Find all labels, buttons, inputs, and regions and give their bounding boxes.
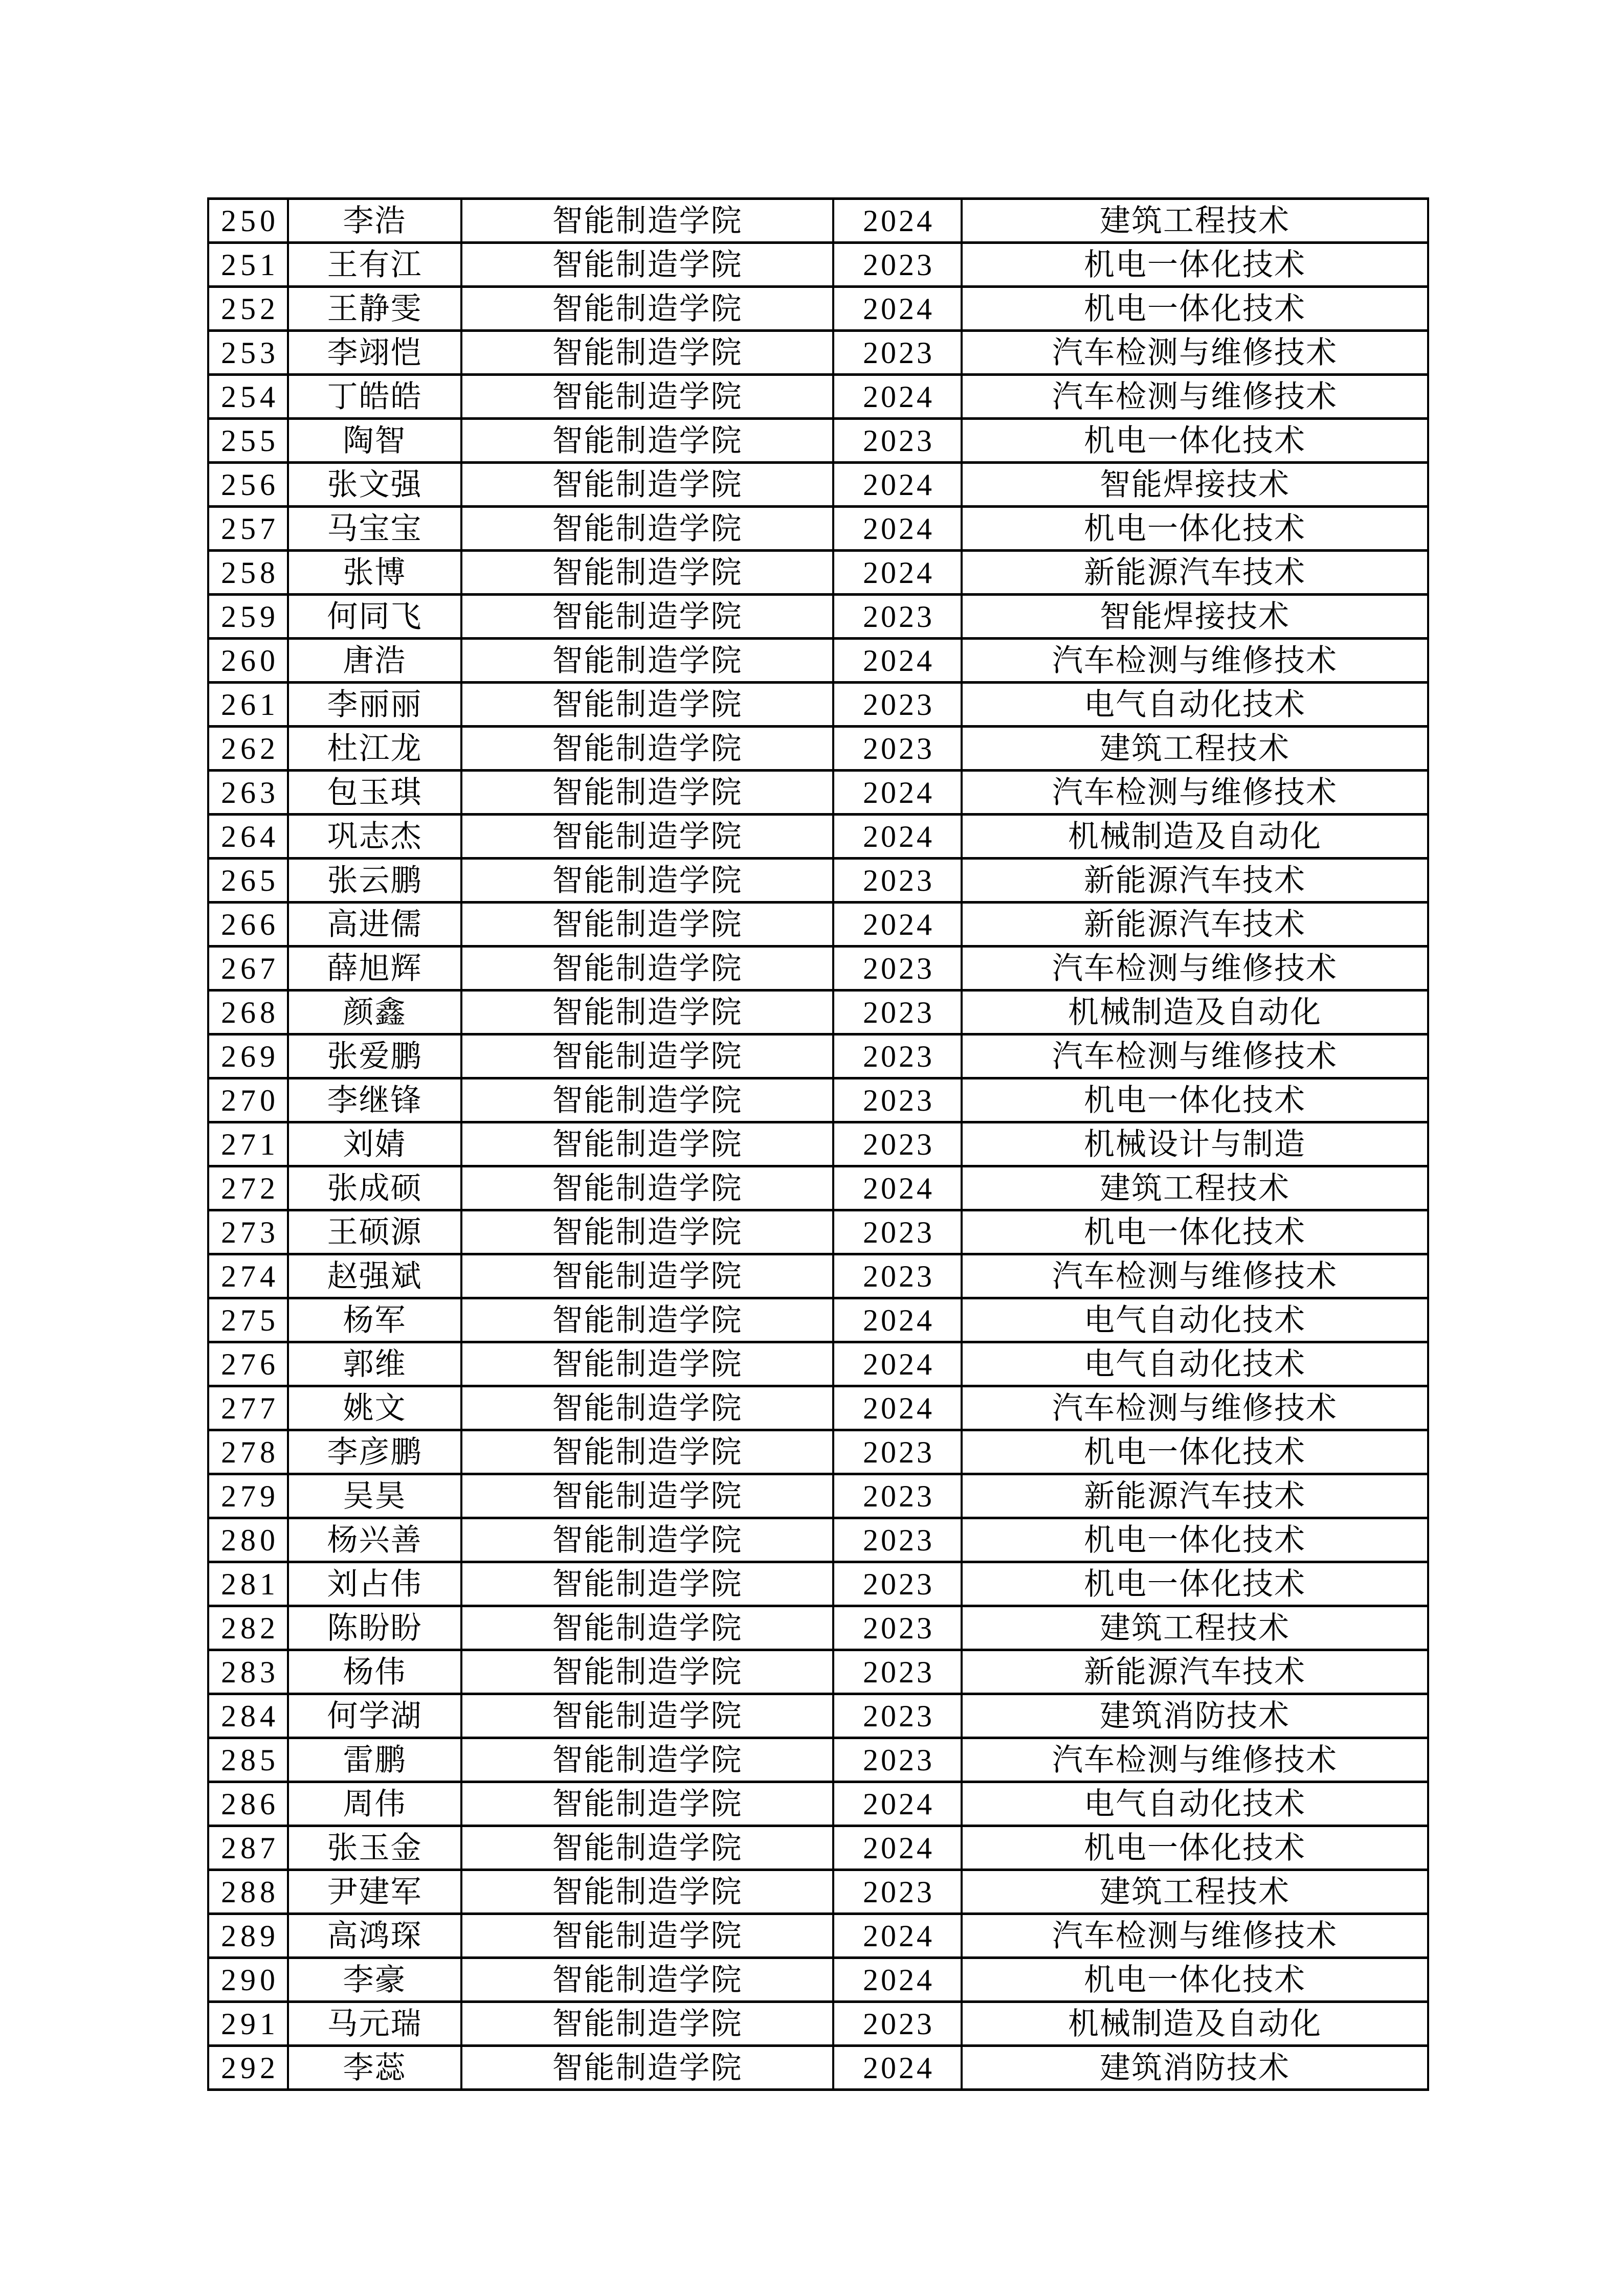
table-row (208, 243, 1428, 287)
student-name-cell: 陈盼盼 (288, 1606, 461, 1650)
college-cell: 智能制造学院 (461, 463, 833, 507)
row-number-cell: 285 (208, 1738, 288, 1782)
college-cell: 智能制造学院 (461, 727, 833, 771)
enrollment-year-cell: 2024 (833, 1386, 962, 1430)
student-name-cell: 王有江 (288, 243, 461, 287)
enrollment-year-cell: 2023 (833, 1606, 962, 1650)
table-row (208, 419, 1428, 463)
table-row (208, 1826, 1428, 1870)
enrollment-year-cell: 2024 (833, 287, 962, 331)
enrollment-year-cell: 2024 (833, 375, 962, 419)
major-cell: 汽车检测与维修技术 (962, 1034, 1428, 1078)
college-cell: 智能制造学院 (461, 199, 833, 243)
student-name-cell: 包玉琪 (288, 771, 461, 815)
enrollment-year-cell: 2023 (833, 1518, 962, 1562)
student-name-cell: 颜鑫 (288, 991, 461, 1034)
student-name-cell: 张博 (288, 551, 461, 595)
table-row (208, 859, 1428, 903)
row-number-cell: 283 (208, 1650, 288, 1694)
enrollment-year-cell: 2024 (833, 1166, 962, 1210)
major-cell: 建筑消防技术 (962, 1694, 1428, 1738)
college-cell: 智能制造学院 (461, 1914, 833, 1958)
row-number-cell: 282 (208, 1606, 288, 1650)
table-row (208, 1694, 1428, 1738)
row-number-cell: 291 (208, 2002, 288, 2046)
student-name-cell: 尹建军 (288, 1870, 461, 1914)
table-row (208, 639, 1428, 683)
enrollment-year-cell: 2024 (833, 903, 962, 947)
major-cell: 建筑工程技术 (962, 1606, 1428, 1650)
enrollment-year-cell: 2023 (833, 1430, 962, 1474)
college-cell: 智能制造学院 (461, 1386, 833, 1430)
enrollment-year-cell: 2023 (833, 419, 962, 463)
enrollment-year-cell: 2024 (833, 815, 962, 859)
row-number-cell: 267 (208, 947, 288, 991)
student-roster-body (208, 199, 1428, 2090)
table-row (208, 2046, 1428, 2090)
major-cell: 机电一体化技术 (962, 243, 1428, 287)
major-cell: 新能源汽车技术 (962, 1650, 1428, 1694)
row-number-cell: 264 (208, 815, 288, 859)
major-cell: 建筑工程技术 (962, 727, 1428, 771)
major-cell: 汽车检测与维修技术 (962, 1254, 1428, 1298)
enrollment-year-cell: 2023 (833, 1694, 962, 1738)
row-number-cell: 287 (208, 1826, 288, 1870)
row-number-cell: 256 (208, 463, 288, 507)
table-row (208, 1034, 1428, 1078)
student-name-cell: 杨兴善 (288, 1518, 461, 1562)
college-cell: 智能制造学院 (461, 2002, 833, 2046)
college-cell: 智能制造学院 (461, 507, 833, 551)
student-name-cell: 李丽丽 (288, 683, 461, 727)
row-number-cell: 257 (208, 507, 288, 551)
row-number-cell: 255 (208, 419, 288, 463)
major-cell: 机电一体化技术 (962, 1210, 1428, 1254)
major-cell: 建筑工程技术 (962, 199, 1428, 243)
college-cell: 智能制造学院 (461, 1518, 833, 1562)
student-name-cell: 陶智 (288, 419, 461, 463)
major-cell: 机电一体化技术 (962, 1078, 1428, 1122)
college-cell: 智能制造学院 (461, 595, 833, 639)
major-cell: 机械制造及自动化 (962, 815, 1428, 859)
row-number-cell: 262 (208, 727, 288, 771)
college-cell: 智能制造学院 (461, 1474, 833, 1518)
table-row (208, 815, 1428, 859)
table-row (208, 2002, 1428, 2046)
table-row (208, 1298, 1428, 1342)
row-number-cell: 251 (208, 243, 288, 287)
table-row (208, 771, 1428, 815)
college-cell: 智能制造学院 (461, 903, 833, 947)
major-cell: 汽车检测与维修技术 (962, 639, 1428, 683)
college-cell: 智能制造学院 (461, 1870, 833, 1914)
row-number-cell: 259 (208, 595, 288, 639)
table-row (208, 727, 1428, 771)
major-cell: 汽车检测与维修技术 (962, 771, 1428, 815)
student-name-cell: 李豪 (288, 1958, 461, 2002)
major-cell: 机电一体化技术 (962, 1430, 1428, 1474)
table-row (208, 1474, 1428, 1518)
major-cell: 建筑工程技术 (962, 1870, 1428, 1914)
enrollment-year-cell: 2024 (833, 639, 962, 683)
student-name-cell: 周伟 (288, 1782, 461, 1826)
major-cell: 新能源汽车技术 (962, 859, 1428, 903)
enrollment-year-cell: 2024 (833, 1782, 962, 1826)
enrollment-year-cell: 2023 (833, 683, 962, 727)
table-row (208, 1782, 1428, 1826)
student-name-cell: 杨伟 (288, 1650, 461, 1694)
enrollment-year-cell: 2024 (833, 1826, 962, 1870)
college-cell: 智能制造学院 (461, 1782, 833, 1826)
major-cell: 建筑工程技术 (962, 1166, 1428, 1210)
college-cell: 智能制造学院 (461, 1078, 833, 1122)
row-number-cell: 268 (208, 991, 288, 1034)
major-cell: 汽车检测与维修技术 (962, 1386, 1428, 1430)
student-name-cell: 郭维 (288, 1342, 461, 1386)
college-cell: 智能制造学院 (461, 947, 833, 991)
table-row (208, 595, 1428, 639)
student-name-cell: 薛旭辉 (288, 947, 461, 991)
table-row (208, 1958, 1428, 2002)
major-cell: 新能源汽车技术 (962, 1474, 1428, 1518)
college-cell: 智能制造学院 (461, 243, 833, 287)
major-cell: 机电一体化技术 (962, 1518, 1428, 1562)
row-number-cell: 280 (208, 1518, 288, 1562)
major-cell: 电气自动化技术 (962, 1782, 1428, 1826)
college-cell: 智能制造学院 (461, 551, 833, 595)
enrollment-year-cell: 2023 (833, 859, 962, 903)
table-row (208, 991, 1428, 1034)
enrollment-year-cell: 2024 (833, 1914, 962, 1958)
student-name-cell: 赵强斌 (288, 1254, 461, 1298)
enrollment-year-cell: 2023 (833, 1254, 962, 1298)
student-name-cell: 王静雯 (288, 287, 461, 331)
row-number-cell: 278 (208, 1430, 288, 1474)
major-cell: 智能焊接技术 (962, 463, 1428, 507)
enrollment-year-cell: 2023 (833, 1562, 962, 1606)
major-cell: 智能焊接技术 (962, 595, 1428, 639)
major-cell: 新能源汽车技术 (962, 903, 1428, 947)
table-row (208, 1562, 1428, 1606)
college-cell: 智能制造学院 (461, 1166, 833, 1210)
student-name-cell: 姚文 (288, 1386, 461, 1430)
enrollment-year-cell: 2024 (833, 507, 962, 551)
college-cell: 智能制造学院 (461, 1650, 833, 1694)
student-name-cell: 何学湖 (288, 1694, 461, 1738)
row-number-cell: 263 (208, 771, 288, 815)
table-row (208, 1078, 1428, 1122)
student-name-cell: 吴昊 (288, 1474, 461, 1518)
table-row (208, 507, 1428, 551)
row-number-cell: 270 (208, 1078, 288, 1122)
row-number-cell: 276 (208, 1342, 288, 1386)
table-row (208, 287, 1428, 331)
table-row (208, 1386, 1428, 1430)
student-name-cell: 唐浩 (288, 639, 461, 683)
table-row (208, 903, 1428, 947)
row-number-cell: 271 (208, 1122, 288, 1166)
student-name-cell: 马元瑞 (288, 2002, 461, 2046)
major-cell: 汽车检测与维修技术 (962, 1914, 1428, 1958)
student-name-cell: 张成硕 (288, 1166, 461, 1210)
row-number-cell: 258 (208, 551, 288, 595)
major-cell: 机械制造及自动化 (962, 2002, 1428, 2046)
enrollment-year-cell: 2024 (833, 199, 962, 243)
row-number-cell: 281 (208, 1562, 288, 1606)
enrollment-year-cell: 2023 (833, 1650, 962, 1694)
table-row (208, 1650, 1428, 1694)
row-number-cell: 274 (208, 1254, 288, 1298)
row-number-cell: 292 (208, 2046, 288, 2090)
student-name-cell: 杜江龙 (288, 727, 461, 771)
major-cell: 电气自动化技术 (962, 683, 1428, 727)
row-number-cell: 265 (208, 859, 288, 903)
enrollment-year-cell: 2024 (833, 463, 962, 507)
major-cell: 汽车检测与维修技术 (962, 331, 1428, 375)
major-cell: 建筑消防技术 (962, 2046, 1428, 2090)
row-number-cell: 273 (208, 1210, 288, 1254)
enrollment-year-cell: 2023 (833, 727, 962, 771)
table-row (208, 947, 1428, 991)
major-cell: 机电一体化技术 (962, 287, 1428, 331)
major-cell: 电气自动化技术 (962, 1342, 1428, 1386)
student-name-cell: 刘占伟 (288, 1562, 461, 1606)
table-row (208, 1518, 1428, 1562)
enrollment-year-cell: 2024 (833, 771, 962, 815)
student-name-cell: 杨军 (288, 1298, 461, 1342)
college-cell: 智能制造学院 (461, 815, 833, 859)
college-cell: 智能制造学院 (461, 287, 833, 331)
table-row (208, 1606, 1428, 1650)
enrollment-year-cell: 2023 (833, 1210, 962, 1254)
row-number-cell: 272 (208, 1166, 288, 1210)
row-number-cell: 275 (208, 1298, 288, 1342)
college-cell: 智能制造学院 (461, 1254, 833, 1298)
enrollment-year-cell: 2024 (833, 551, 962, 595)
student-name-cell: 张玉金 (288, 1826, 461, 1870)
table-row (208, 1870, 1428, 1914)
college-cell: 智能制造学院 (461, 1298, 833, 1342)
row-number-cell: 289 (208, 1914, 288, 1958)
major-cell: 机械设计与制造 (962, 1122, 1428, 1166)
enrollment-year-cell: 2024 (833, 2046, 962, 2090)
student-name-cell: 刘婧 (288, 1122, 461, 1166)
row-number-cell: 266 (208, 903, 288, 947)
row-number-cell: 284 (208, 1694, 288, 1738)
enrollment-year-cell: 2023 (833, 1122, 962, 1166)
table-row (208, 1254, 1428, 1298)
enrollment-year-cell: 2023 (833, 947, 962, 991)
college-cell: 智能制造学院 (461, 1694, 833, 1738)
student-roster-table (207, 197, 1429, 2091)
table-row (208, 199, 1428, 243)
row-number-cell: 288 (208, 1870, 288, 1914)
enrollment-year-cell: 2023 (833, 2002, 962, 2046)
row-number-cell: 261 (208, 683, 288, 727)
college-cell: 智能制造学院 (461, 639, 833, 683)
enrollment-year-cell: 2023 (833, 1738, 962, 1782)
enrollment-year-cell: 2023 (833, 1474, 962, 1518)
student-name-cell: 李浩 (288, 199, 461, 243)
enrollment-year-cell: 2023 (833, 1078, 962, 1122)
college-cell: 智能制造学院 (461, 1122, 833, 1166)
student-name-cell: 李翊恺 (288, 331, 461, 375)
table-row (208, 463, 1428, 507)
table-row (208, 1914, 1428, 1958)
enrollment-year-cell: 2023 (833, 1870, 962, 1914)
row-number-cell: 279 (208, 1474, 288, 1518)
table-row (208, 551, 1428, 595)
enrollment-year-cell: 2023 (833, 1034, 962, 1078)
college-cell: 智能制造学院 (461, 1738, 833, 1782)
row-number-cell: 252 (208, 287, 288, 331)
enrollment-year-cell: 2023 (833, 991, 962, 1034)
college-cell: 智能制造学院 (461, 859, 833, 903)
major-cell: 新能源汽车技术 (962, 551, 1428, 595)
student-name-cell: 李彦鹏 (288, 1430, 461, 1474)
college-cell: 智能制造学院 (461, 1562, 833, 1606)
major-cell: 汽车检测与维修技术 (962, 375, 1428, 419)
student-name-cell: 何同飞 (288, 595, 461, 639)
student-name-cell: 王硕源 (288, 1210, 461, 1254)
table-row (208, 1122, 1428, 1166)
student-name-cell: 雷鹏 (288, 1738, 461, 1782)
major-cell: 机电一体化技术 (962, 507, 1428, 551)
student-name-cell: 丁皓皓 (288, 375, 461, 419)
major-cell: 机电一体化技术 (962, 1826, 1428, 1870)
enrollment-year-cell: 2024 (833, 1342, 962, 1386)
row-number-cell: 290 (208, 1958, 288, 2002)
table-row (208, 683, 1428, 727)
college-cell: 智能制造学院 (461, 1606, 833, 1650)
college-cell: 智能制造学院 (461, 1210, 833, 1254)
college-cell: 智能制造学院 (461, 331, 833, 375)
row-number-cell: 286 (208, 1782, 288, 1826)
college-cell: 智能制造学院 (461, 1034, 833, 1078)
major-cell: 机电一体化技术 (962, 1958, 1428, 2002)
college-cell: 智能制造学院 (461, 991, 833, 1034)
enrollment-year-cell: 2024 (833, 1298, 962, 1342)
row-number-cell: 250 (208, 199, 288, 243)
major-cell: 汽车检测与维修技术 (962, 1738, 1428, 1782)
major-cell: 机电一体化技术 (962, 1562, 1428, 1606)
college-cell: 智能制造学院 (461, 1958, 833, 2002)
major-cell: 电气自动化技术 (962, 1298, 1428, 1342)
student-name-cell: 张云鹏 (288, 859, 461, 903)
table-row (208, 375, 1428, 419)
enrollment-year-cell: 2024 (833, 1958, 962, 2002)
row-number-cell: 253 (208, 331, 288, 375)
college-cell: 智能制造学院 (461, 375, 833, 419)
student-name-cell: 张文强 (288, 463, 461, 507)
table-row (208, 1342, 1428, 1386)
college-cell: 智能制造学院 (461, 1342, 833, 1386)
student-name-cell: 高鸿琛 (288, 1914, 461, 1958)
major-cell: 机电一体化技术 (962, 419, 1428, 463)
row-number-cell: 269 (208, 1034, 288, 1078)
student-name-cell: 李蕊 (288, 2046, 461, 2090)
college-cell: 智能制造学院 (461, 683, 833, 727)
row-number-cell: 254 (208, 375, 288, 419)
student-name-cell: 巩志杰 (288, 815, 461, 859)
enrollment-year-cell: 2023 (833, 243, 962, 287)
major-cell: 机械制造及自动化 (962, 991, 1428, 1034)
table-row (208, 1166, 1428, 1210)
student-name-cell: 张爱鹏 (288, 1034, 461, 1078)
major-cell: 汽车检测与维修技术 (962, 947, 1428, 991)
student-name-cell: 李继锋 (288, 1078, 461, 1122)
enrollment-year-cell: 2023 (833, 331, 962, 375)
table-row (208, 1210, 1428, 1254)
table-row (208, 331, 1428, 375)
college-cell: 智能制造学院 (461, 1826, 833, 1870)
student-name-cell: 马宝宝 (288, 507, 461, 551)
table-row (208, 1430, 1428, 1474)
row-number-cell: 260 (208, 639, 288, 683)
enrollment-year-cell: 2023 (833, 595, 962, 639)
table-row (208, 1738, 1428, 1782)
student-name-cell: 高进儒 (288, 903, 461, 947)
college-cell: 智能制造学院 (461, 419, 833, 463)
row-number-cell: 277 (208, 1386, 288, 1430)
college-cell: 智能制造学院 (461, 771, 833, 815)
college-cell: 智能制造学院 (461, 2046, 833, 2090)
college-cell: 智能制造学院 (461, 1430, 833, 1474)
